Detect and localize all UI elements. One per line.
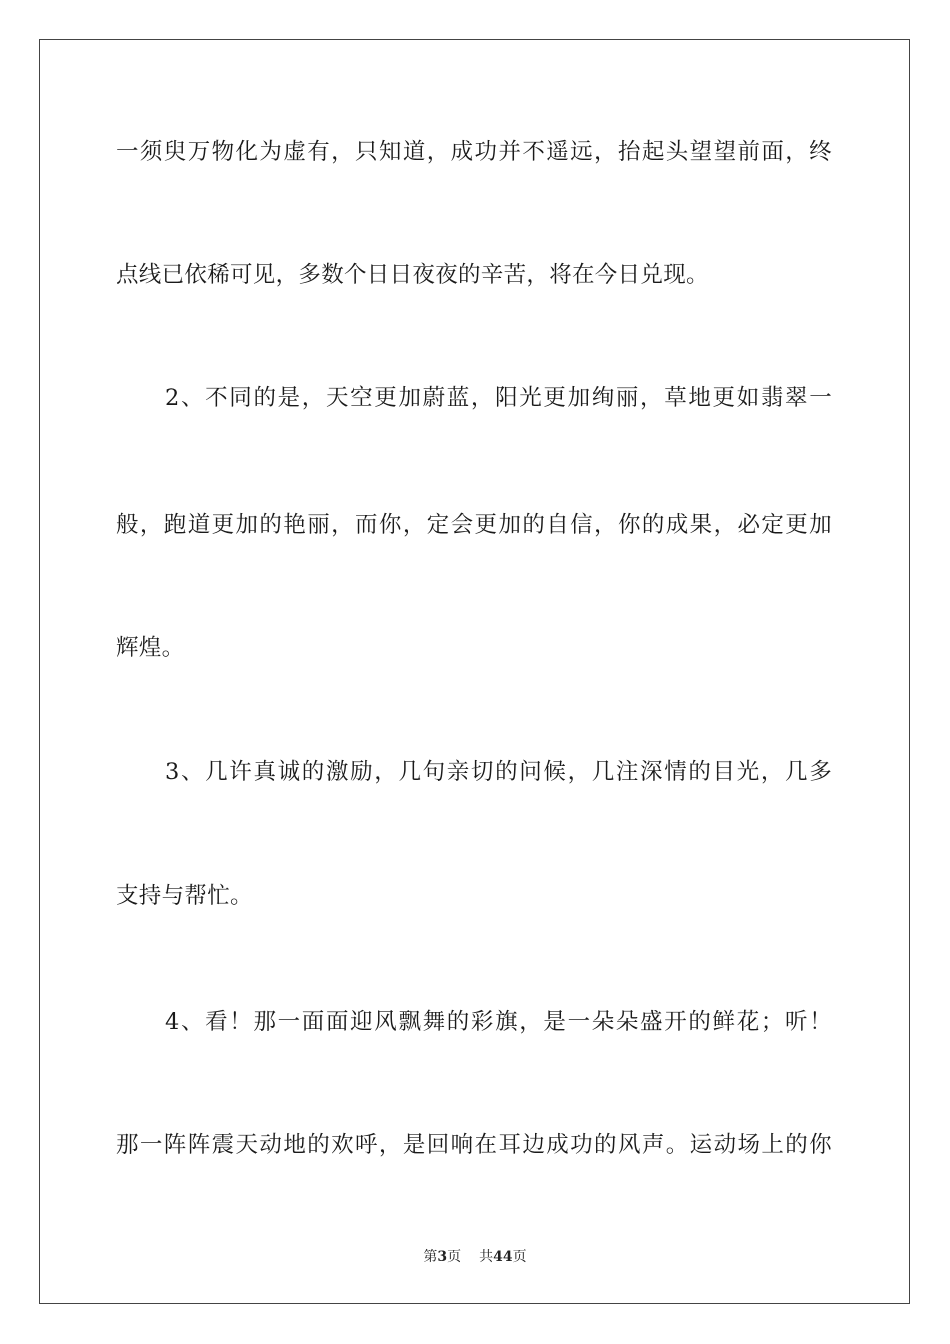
paragraph-2-line-2: 般，跑道更加的艳丽，而你，定会更加的自信，你的成果，必定更加 <box>116 512 832 538</box>
paragraph-3-line-1: 3、几许真诚的激励，几句亲切的问候，几注深情的目光，几多 <box>165 759 832 785</box>
text-line-1: 一须臾万物化为虚有，只知道，成功并不遥远，抬起头望望前面，终 <box>116 139 832 165</box>
page-prefix: 第 <box>423 1249 438 1265</box>
paragraph-3-line-2: 支持与帮忙。 <box>116 883 253 909</box>
page-footer <box>0 1248 950 1266</box>
text-line-2: 点线已依稀可见，多数个日日夜夜的辛苦，将在今日兑现。 <box>116 262 709 288</box>
paragraph-4-line-1: 4、看！那一面面迎风飘舞的彩旗，是一朵朵盛开的鲜花；听！ <box>165 1009 832 1035</box>
page-suffix: 页 <box>447 1249 462 1265</box>
paragraph-2-line-3: 辉煌。 <box>116 635 185 661</box>
paragraph-2-line-1: 2、不同的是，天空更加蔚蓝，阳光更加绚丽，草地更如翡翠一 <box>165 385 832 411</box>
current-page-number: 3 <box>437 1249 448 1265</box>
paragraph-4-line-2: 那一阵阵震天动地的欢呼，是回响在耳边成功的风声。运动场上的你 <box>116 1132 832 1158</box>
total-page-count: 44 <box>493 1249 513 1265</box>
page-border <box>39 39 910 1304</box>
total-prefix: 共 <box>479 1249 494 1265</box>
total-suffix: 页 <box>512 1249 527 1265</box>
